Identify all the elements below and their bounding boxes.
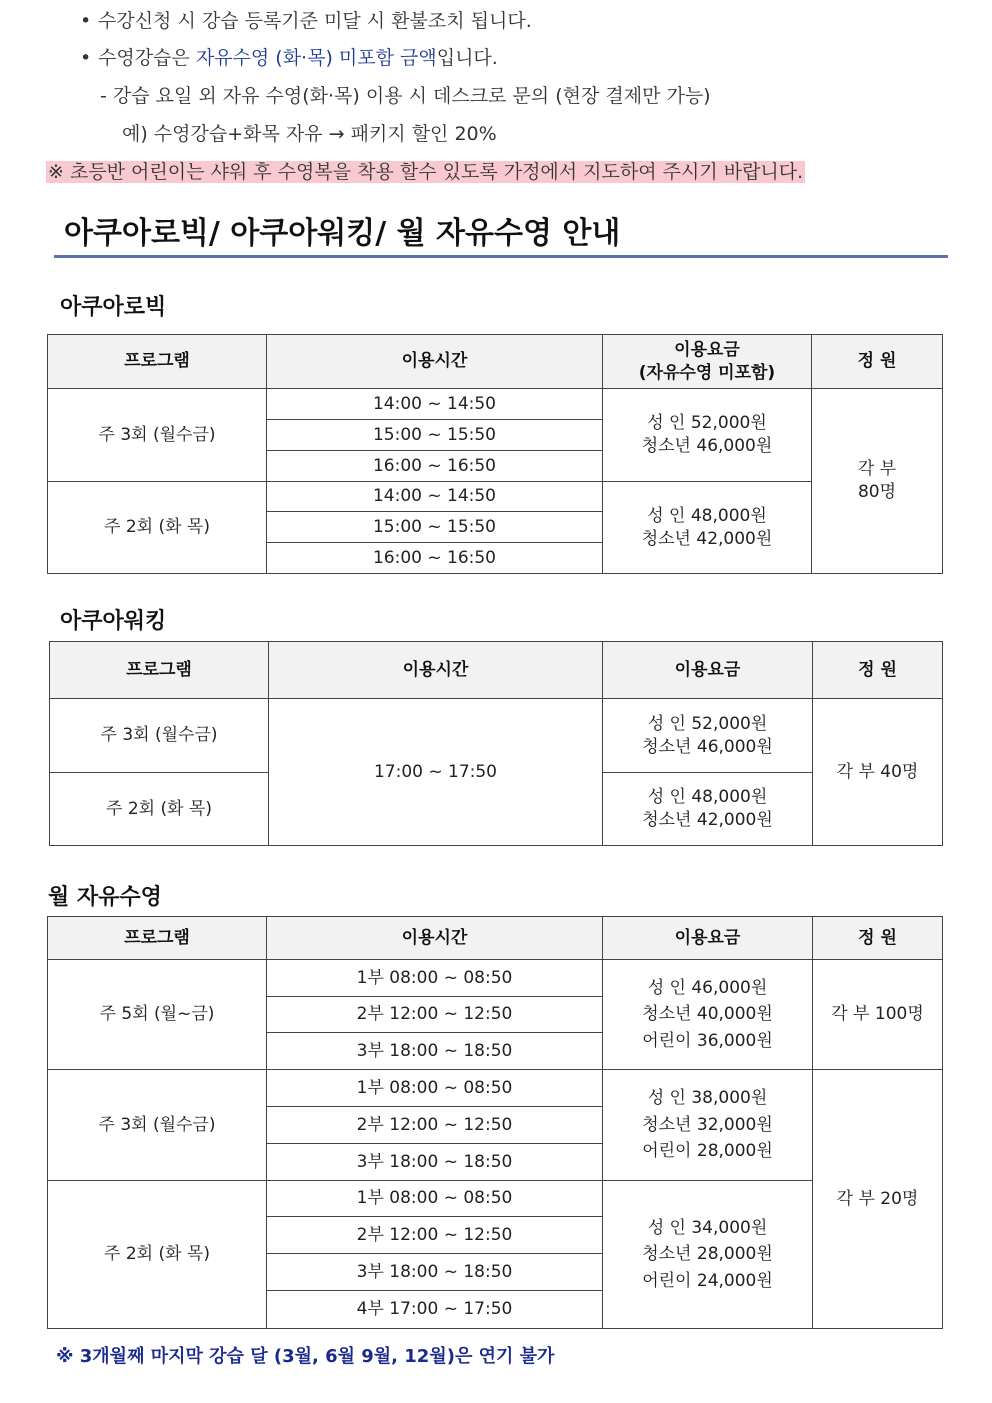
time-cell: 17:00 ~ 17:50 [269,699,603,846]
section-heading-aerobic: 아쿠아로빅 [60,295,167,320]
fee-cell [603,960,813,1070]
program-cell: 주 3회 (월수금) [48,389,267,482]
session-cell: 2부 12:00 ~ 12:50 [267,1107,603,1144]
note-children-text: ※ 초등반 어린이는 샤워 후 수영복을 착용 할수 있도록 가정에서 지도하여 주시기 바랍니다. [48,161,804,183]
capacity-cell [812,389,943,574]
note-refund [80,6,532,33]
fee-child: 어린이 24,000원 [642,1270,773,1291]
time-cell: 14:00 ~ 14:50 [267,482,603,512]
fee-adult: 성 인 52,000원 [647,413,767,434]
note-children [46,157,805,184]
fee-adult: 성 인 46,000원 [647,977,768,998]
fee-adult: 성 인 48,000원 [647,505,767,526]
note-swim-excluded [80,43,498,70]
session-cell: 1부 08:00 ~ 08:50 [267,1181,603,1217]
fee-youth: 청소년 40,000원 [642,1004,773,1025]
session-cell: 3부 18:00 ~ 18:50 [267,1254,603,1291]
session-cell: 3부 18:00 ~ 18:50 [267,1033,603,1070]
fee-youth: 청소년 46,000원 [641,436,773,456]
fee-cell [603,1070,813,1181]
fee-youth: 청소년 28,000원 [642,1244,773,1265]
time-cell: 16:00 ~ 16:50 [267,543,603,574]
header-capacity: 정 원 [813,917,943,960]
fee-youth: 청소년 46,000원 [642,736,773,757]
session-cell: 1부 08:00 ~ 08:50 [267,1070,603,1107]
fee-child: 어린이 28,000원 [642,1141,773,1162]
fee-adult: 성 인 38,000원 [647,1088,768,1109]
time-cell: 14:00 ~ 14:50 [267,389,603,420]
section-heading-walking: 아쿠아워킹 [60,609,167,634]
header-fee-label: 이용요금 [674,339,740,360]
fee-youth: 청소년 42,000원 [641,528,773,549]
capacity-label: 각 부 [857,459,897,480]
program-cell: 주 5회 (월~금) [48,960,267,1070]
note-prefix: 수영강습은 [98,47,190,69]
session-cell: 3부 18:00 ~ 18:50 [267,1144,603,1181]
note-refund-text: 수강신청 시 강습 등록기준 미달 시 환불조치 됩니다. [98,10,532,32]
program-cell: 주 3회 (월수금) [48,1070,267,1181]
program-cell: 주 2회 (화 목) [48,482,267,574]
session-cell: 1부 08:00 ~ 08:50 [267,960,603,997]
fee-adult: 성 인 34,000원 [647,1217,768,1238]
program-cell: 주 2회 (화 목) [48,1181,267,1329]
program-cell: 주 3회 (월수금) [50,699,269,773]
header-capacity: 정 원 [812,335,943,389]
fee-youth: 청소년 32,000원 [642,1114,773,1135]
bullet: • [80,47,92,69]
header-time: 이용시간 [267,917,603,960]
header-time: 이용시간 [269,642,603,699]
session-cell: 4부 17:00 ~ 17:50 [267,1291,603,1329]
fee-adult: 성 인 48,000원 [647,787,768,808]
time-cell: 15:00 ~ 15:50 [267,512,603,543]
header-fee-sub: (자유수영 미포함) [638,362,776,383]
capacity-cell: 각 부 20명 [813,1070,943,1329]
header-program: 프로그램 [48,335,267,389]
swim-table [47,916,943,1329]
bullet: • [80,10,92,32]
fee-cell [603,482,812,574]
header-fee: 이용요금 [603,642,813,699]
section-heading-swim: 월 자유수영 [48,885,162,910]
fee-cell [603,773,813,846]
header-fee [603,335,812,389]
time-cell: 16:00 ~ 16:50 [267,451,603,482]
note-desk-inquiry: - 강습 요일 외 자유 수영(화·목) 이용 시 데스크로 문의 (현장 결제만 가능) [100,85,711,107]
title-underline [54,255,948,258]
program-cell: 주 2회 (화 목) [50,773,269,846]
fee-cell [603,699,813,773]
header-fee: 이용요금 [603,917,813,960]
footnote-postpone: ※ 3개월째 마지막 강습 달 (3월, 6월 9월, 12월)은 연기 불가 [56,1346,555,1367]
note-highlight-blue: 자유수영 (화·목) 미포함 금액 [195,47,437,69]
fee-adult: 성 인 52,000원 [647,713,768,734]
header-program: 프로그램 [48,917,267,960]
capacity-value: 80명 [857,482,897,502]
fee-child: 어린이 36,000원 [642,1030,773,1051]
session-cell: 2부 12:00 ~ 12:50 [267,997,603,1033]
time-cell: 15:00 ~ 15:50 [267,420,603,451]
fee-youth: 청소년 42,000원 [642,810,773,830]
walking-table [49,641,943,846]
note-suffix: 입니다. [436,47,498,69]
capacity-cell: 각 부 40명 [813,699,943,846]
header-time: 이용시간 [267,335,603,389]
fee-cell [603,389,812,482]
fee-cell [603,1181,813,1329]
capacity-cell: 각 부 100명 [813,960,943,1070]
aerobic-table [47,334,943,574]
header-capacity: 정 원 [813,642,943,699]
page-title: 아쿠아로빅/ 아쿠아워킹/ 월 자유수영 안내 [64,216,621,251]
note-package-discount: 예) 수영강습+화목 자유 → 패키지 할인 20% [122,123,497,145]
header-program: 프로그램 [50,642,269,699]
session-cell: 2부 12:00 ~ 12:50 [267,1217,603,1254]
